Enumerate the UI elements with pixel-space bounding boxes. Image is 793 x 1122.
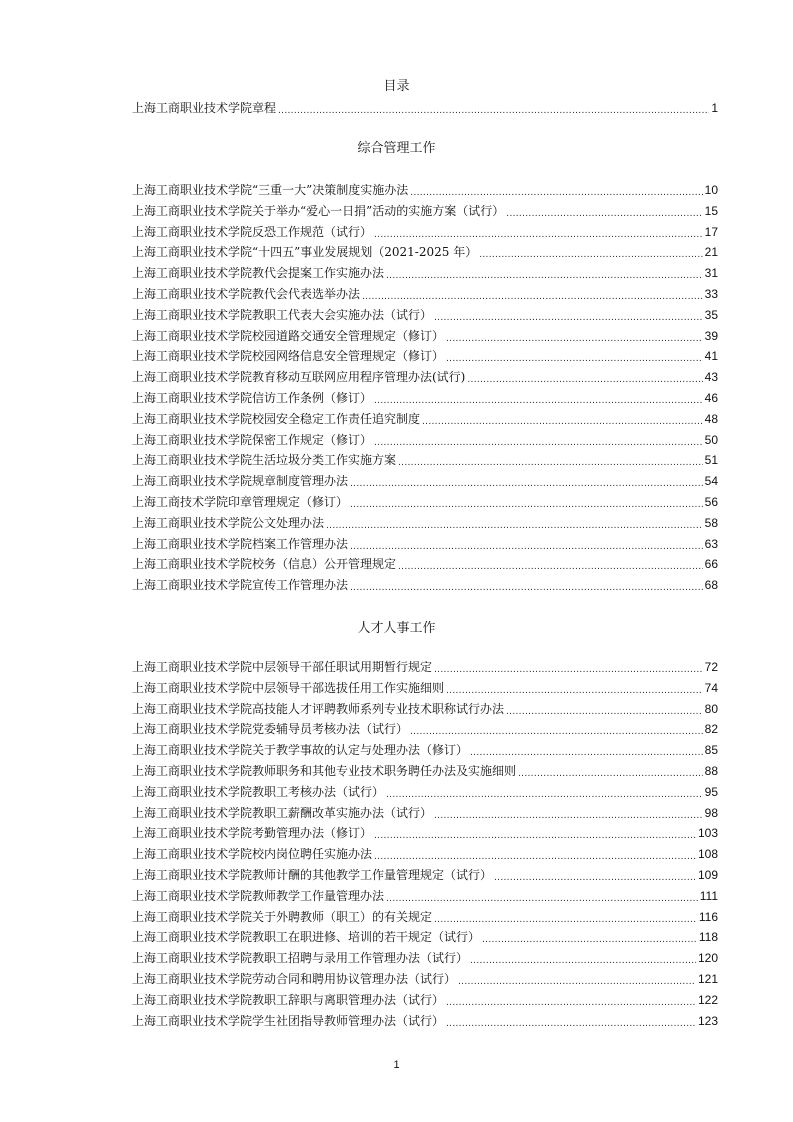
toc-entry-title: 上海工商职业技术学院关于教学事故的认定与处理办法（修订）	[132, 743, 469, 758]
dot-leader	[350, 496, 703, 510]
toc-entry-title: 上海工商职业技术学院宣传工作管理办法	[132, 578, 349, 593]
toc-entry[interactable]	[132, 970, 718, 991]
toc-entry-page: 56	[704, 494, 718, 509]
toc-entry[interactable]	[132, 535, 718, 556]
toc-entry-title: 上海工商职业技术学院中层领导干部选拔任用工作实施细则	[132, 680, 445, 695]
toc-entry-page: 108	[697, 847, 718, 862]
toc-entry-page: 1	[711, 101, 718, 115]
toc-entry-page: 95	[704, 784, 718, 799]
toc-entry-page: 72	[704, 660, 718, 674]
toc-entry[interactable]	[132, 99, 718, 120]
toc-entry-title: 上海工商职业技术学院教育移动互联网应用程序管理办法(试行)	[132, 370, 466, 385]
toc-entry-title: 上海工商技术学院印章管理规定（修订）	[132, 494, 349, 509]
toc-entry-page: 21	[704, 245, 718, 260]
toc-entry-title: 上海工商职业技术学院劳动合同和聘用协议管理办法（试行）	[132, 971, 457, 986]
toc-entry-title: 上海工商职业技术学院“十四五”事业发展规划（2021-2025 年）	[132, 245, 478, 260]
toc-entry[interactable]	[132, 285, 718, 306]
toc-entry[interactable]	[132, 887, 718, 908]
toc-entry-page: 41	[704, 349, 718, 364]
dot-leader	[398, 454, 703, 468]
dot-leader	[482, 931, 697, 945]
toc-entry[interactable]	[132, 493, 718, 514]
toc-entry-page: 103	[697, 826, 718, 841]
toc-entry[interactable]	[132, 991, 718, 1012]
toc-entry-page: 85	[704, 743, 718, 758]
dot-leader	[434, 309, 703, 323]
dot-leader	[479, 246, 702, 260]
dot-leader	[374, 848, 696, 862]
dot-leader	[467, 371, 702, 385]
toc-entry-title: 上海工商职业技术学院教师职务和其他专业技术职务聘任办法及实施细则	[132, 763, 517, 778]
toc-entry-page: 46	[704, 390, 718, 405]
toc-entry-title: 上海工商职业技术学院公文处理办法	[132, 515, 325, 530]
toc-entry-page: 31	[704, 266, 718, 281]
toc-entry[interactable]	[132, 928, 718, 949]
toc-entry[interactable]	[132, 202, 718, 223]
toc-entry-title: 上海工商职业技术学院关于外聘教师（职工）的有关规定	[132, 909, 433, 924]
toc-entry-page: 82	[704, 722, 718, 737]
toc-entry[interactable]	[132, 181, 718, 202]
toc-entry-title: 上海工商职业技术学院教师计酬的其他教学工作量管理规定（试行）	[132, 867, 493, 882]
toc-entry[interactable]	[132, 431, 718, 452]
toc-entry[interactable]	[132, 223, 718, 244]
toc-entry-title: 上海工商职业技术学院章程	[132, 101, 277, 115]
section-entry-list-general-management	[132, 181, 718, 597]
toc-entry-page: 122	[697, 992, 718, 1007]
toc-entry-title: 上海工商职业技术学院教职工考核办法（试行）	[132, 784, 385, 799]
toc-entry-title: 上海工商职业技术学院考勤管理办法（修订）	[132, 826, 373, 841]
toc-entry[interactable]	[132, 555, 718, 576]
toc-entry[interactable]	[132, 949, 718, 970]
toc-entry-title: 上海工商职业技术学院校园网络信息安全管理规定（修订）	[132, 349, 445, 364]
toc-entry[interactable]	[132, 783, 718, 804]
toc-entry-title: 上海工商职业技术学院校园安全稳定工作责任追究制度	[132, 411, 421, 426]
toc-entry[interactable]	[132, 1012, 718, 1033]
toc-title: 目录	[383, 79, 410, 94]
toc-entry-page: 111	[699, 888, 718, 903]
section-entry-list-talent-personnel	[132, 658, 718, 1032]
dot-leader	[434, 911, 697, 925]
dot-leader	[494, 869, 696, 883]
toc-entry[interactable]	[132, 741, 718, 762]
toc-entry-title: 上海工商职业技术学院党委辅导员考核办法（试行）	[132, 722, 409, 737]
toc-entry[interactable]	[132, 368, 718, 389]
dot-leader	[350, 538, 703, 552]
toc-entry-title: 上海工商职业技术学院校务（信息）公开管理规定	[132, 557, 397, 572]
dot-leader	[470, 744, 703, 758]
toc-entry-title: 上海工商职业技术学院教师教学工作量管理办法	[132, 888, 385, 903]
toc-entry[interactable]	[132, 514, 718, 535]
page-number: 1	[393, 1059, 400, 1071]
toc-entry[interactable]	[132, 658, 718, 679]
dot-leader	[410, 723, 703, 737]
dot-leader	[446, 350, 703, 364]
section-heading-general-management: 综合管理工作	[357, 141, 436, 156]
toc-entry-page: 39	[704, 328, 718, 343]
toc-entry[interactable]	[132, 347, 718, 368]
toc-entry-title: 上海工商职业技术学院教职工辞职与离职管理办法（试行）	[132, 992, 445, 1007]
toc-entry[interactable]	[132, 908, 718, 929]
toc-entry-page: 51	[704, 453, 718, 468]
toc-entry[interactable]	[132, 451, 718, 472]
toc-entry-page: 15	[704, 203, 718, 218]
toc-entry-page: 121	[697, 971, 718, 986]
dot-leader	[470, 952, 696, 966]
dot-leader	[422, 413, 703, 427]
toc-entry-title: 上海工商职业技术学院保密工作规定（修订）	[132, 432, 373, 447]
toc-entry-title: 上海工商职业技术学院反恐工作规范（试行）	[132, 224, 373, 239]
toc-entry-title: 上海工商职业技术学院档案工作管理办法	[132, 536, 349, 551]
dot-leader	[506, 703, 703, 717]
toc-entry-title: 上海工商职业技术学院规章制度管理办法	[132, 474, 349, 489]
dot-leader	[434, 807, 703, 821]
toc-entry-page: 98	[704, 805, 718, 820]
toc-entry-page: 58	[704, 515, 718, 530]
toc-entry-page: 54	[704, 474, 718, 489]
dot-leader	[374, 827, 696, 841]
toc-entry-title: 上海工商职业技术学院关于举办“爱心一日捐”活动的实施方案（试行）	[132, 203, 505, 218]
toc-entry-title: 上海工商职业技术学院教职工招聘与录用工作管理办法（试行）	[132, 951, 469, 966]
toc-entry-page: 116	[698, 909, 718, 924]
dot-leader	[446, 682, 703, 696]
toc-entry[interactable]	[132, 576, 718, 597]
toc-entry-title: 上海工商职业技术学院教职工代表大会实施办法（试行）	[132, 307, 433, 322]
toc-entry-title: 上海工商职业技术学院校内岗位聘任实施办法	[132, 847, 373, 862]
toc-entry-page: 50	[704, 432, 718, 447]
toc-entry[interactable]	[132, 264, 718, 285]
toc-entry-title: 上海工商职业技术学院生活垃圾分类工作实施方案	[132, 453, 397, 468]
toc-entry-title: 上海工商职业技术学院学生社团指导教师管理办法（试行）	[132, 1013, 445, 1028]
dot-leader	[518, 765, 703, 779]
toc-entry[interactable]	[132, 720, 718, 741]
dot-leader	[458, 973, 696, 987]
toc-entry-title: 上海工商职业技术学院教职工在职进修、培训的若干规定（试行）	[132, 930, 481, 945]
toc-entry[interactable]	[132, 866, 718, 887]
toc-entry-title: 上海工商职业技术学院教代会提案工作实施办法	[132, 266, 385, 281]
toc-entry-page: 63	[704, 536, 718, 551]
dot-leader	[374, 226, 703, 240]
toc-entry-page: 43	[704, 370, 718, 385]
dot-leader	[386, 267, 703, 281]
toc-entry[interactable]	[132, 327, 718, 348]
dot-leader	[374, 392, 703, 406]
toc-entry-page: 33	[704, 286, 718, 301]
toc-entry[interactable]	[132, 700, 718, 721]
intro-entry-list	[132, 99, 718, 120]
toc-entry-page: 88	[704, 763, 718, 778]
toc-entry-page: 66	[704, 557, 718, 572]
toc-entry-title: 上海工商职业技术学院高技能人才评聘教师系列专业技术职称试行办法	[132, 701, 505, 716]
dot-leader	[362, 288, 703, 302]
dot-leader	[398, 558, 703, 572]
dot-leader	[434, 661, 703, 675]
toc-entry[interactable]	[132, 243, 718, 264]
toc-entry-page: 120	[697, 951, 718, 966]
toc-entry[interactable]	[132, 472, 718, 493]
toc-entry-title: 上海工商职业技术学院中层领导干部任职试用期暂行规定	[132, 660, 433, 674]
dot-leader	[386, 786, 703, 800]
dot-leader	[326, 517, 703, 531]
dot-leader	[350, 475, 703, 489]
toc-entry-page: 118	[698, 930, 718, 945]
section-heading-talent-personnel: 人才人事工作	[357, 621, 436, 636]
toc-entry-title: 上海工商职业技术学院教职工薪酬改革实施办法（试行）	[132, 805, 433, 820]
toc-entry[interactable]	[132, 824, 718, 845]
toc-entry-page: 48	[704, 411, 718, 426]
dot-leader	[446, 1015, 696, 1029]
toc-entry-title: 上海工商职业技术学院校园道路交通安全管理规定（修订）	[132, 328, 445, 343]
toc-entry[interactable]	[132, 762, 718, 783]
dot-leader	[386, 890, 698, 904]
toc-entry-page: 80	[704, 701, 718, 716]
toc-entry-page: 68	[704, 578, 718, 593]
toc-entry-page: 35	[704, 307, 718, 322]
toc-entry-page: 10	[704, 183, 718, 197]
toc-entry[interactable]	[132, 804, 718, 825]
dot-leader	[506, 205, 702, 219]
toc-entry-page: 123	[697, 1013, 718, 1028]
toc-entry-page: 17	[704, 224, 718, 239]
dot-leader	[446, 994, 696, 1008]
toc-entry-title: 上海工商职业技术学院教代会代表选举办法	[132, 286, 361, 301]
dot-leader	[350, 579, 703, 593]
dot-leader	[446, 330, 703, 344]
toc-entry[interactable]	[132, 306, 718, 327]
toc-entry[interactable]	[132, 410, 718, 431]
toc-entry[interactable]	[132, 845, 718, 866]
toc-entry-page: 109	[697, 867, 718, 882]
toc-entry-title: 上海工商职业技术学院“三重一大”决策制度实施办法	[132, 183, 409, 197]
toc-entry[interactable]	[132, 679, 718, 700]
toc-entry[interactable]	[132, 389, 718, 410]
toc-entry-title: 上海工商职业技术学院信访工作条例（修订）	[132, 390, 373, 405]
dot-leader	[374, 434, 703, 448]
toc-entry-page: 74	[704, 680, 718, 695]
dot-leader	[278, 102, 709, 116]
dot-leader	[410, 184, 702, 198]
